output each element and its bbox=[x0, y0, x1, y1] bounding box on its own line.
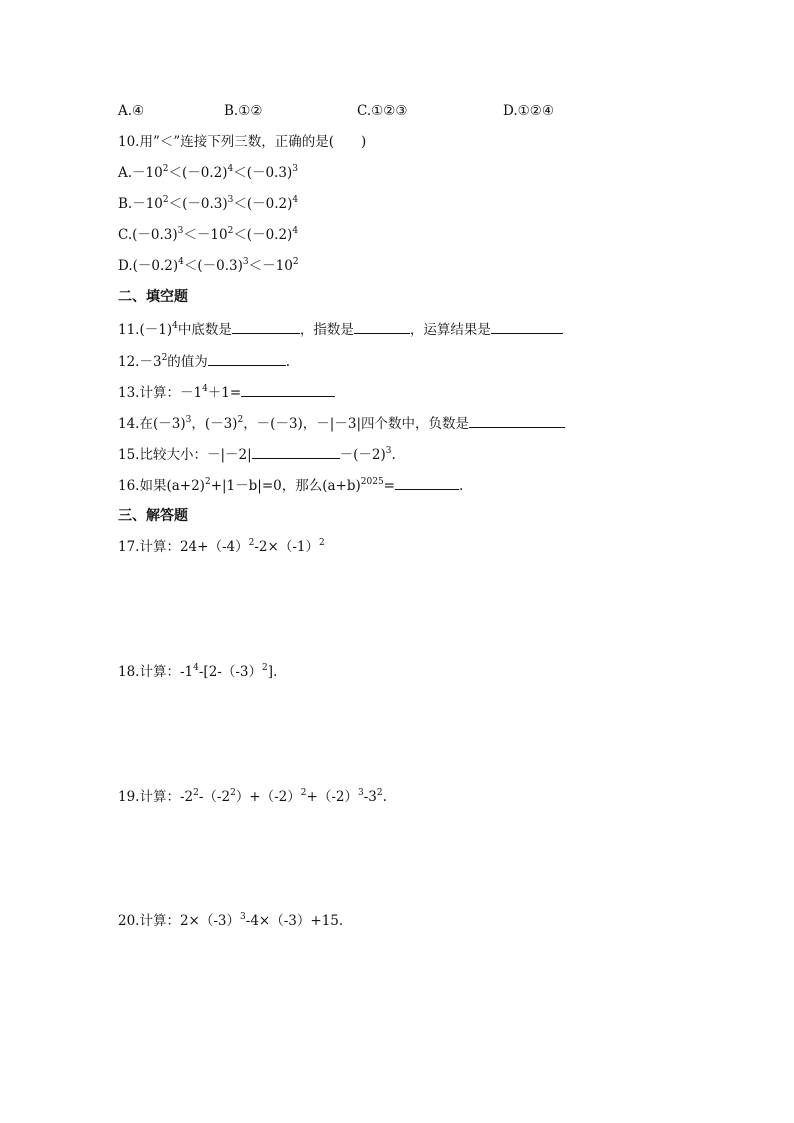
q11: $11.(-1)^4$中底数是 ，指数是 ，运算结果是 bbox=[118, 319, 563, 339]
q10-option-c: $C.(-0.3)^3<-10^2<(-0.2)^4$ bbox=[118, 226, 299, 243]
answer-blank[interactable] bbox=[354, 319, 410, 334]
answer-blank[interactable] bbox=[208, 351, 286, 366]
answer-blank[interactable] bbox=[241, 382, 335, 397]
q19: 19.计算：$-2^2-(-2^2)+(-2)^2+(-2)^3-3^2$. bbox=[118, 788, 387, 805]
answer-blank[interactable] bbox=[395, 475, 459, 490]
q16: 16.如果$(a+2)^2+|1-b|=0$，那么$(a+b)^{2025}=$ . bbox=[118, 477, 464, 494]
q10-option-d: $D.(-0.2)^4<(-0.3)^3<-10^2$ bbox=[118, 257, 299, 274]
section-answer-heading: 三、解答题 bbox=[118, 508, 188, 524]
q15: 15.比较大小：$-|-2| -(-2)^3$. bbox=[118, 446, 396, 463]
q10-stem: 10.用”＜”连接下列三数，正确的是( ) bbox=[118, 134, 367, 150]
answer-blank[interactable] bbox=[252, 444, 340, 459]
q9-option-c: C.①②③ bbox=[357, 103, 408, 119]
q20: 20.计算：$2\times(-3)^3-4\times(-3)+15$. bbox=[118, 912, 344, 929]
q9-option-d: D.①②④ bbox=[503, 103, 554, 119]
section-fill-blank-heading: 二、填空题 bbox=[118, 289, 188, 305]
q13: 13.计算：$-1^4+1=$ bbox=[118, 382, 335, 402]
q9-option-b: B.①② bbox=[224, 103, 263, 119]
answer-blank[interactable] bbox=[232, 319, 300, 334]
q9-option-a: A.④ bbox=[118, 103, 145, 119]
q10-option-a: $A.-10^2<(-0.2)^4<(-0.3)^3$ bbox=[118, 164, 298, 181]
q14: 14.在$(-3)^3$，$(-3)^2$，－(－3)，－|－3|四个数中，负数是 bbox=[118, 413, 565, 433]
q17: 17.计算：$24+(-4)^2-2\times(-1)^2$ bbox=[118, 538, 325, 555]
q18: 18.计算：$-1^4-[2-(-3)^2]$. bbox=[118, 663, 278, 680]
answer-blank[interactable] bbox=[491, 319, 563, 334]
answer-blank[interactable] bbox=[469, 413, 565, 428]
q12: $12.-3^2$的值为 . bbox=[118, 353, 291, 370]
q10-option-b: $B.-10^2<(-0.3)^3<(-0.2)^4$ bbox=[118, 195, 299, 212]
